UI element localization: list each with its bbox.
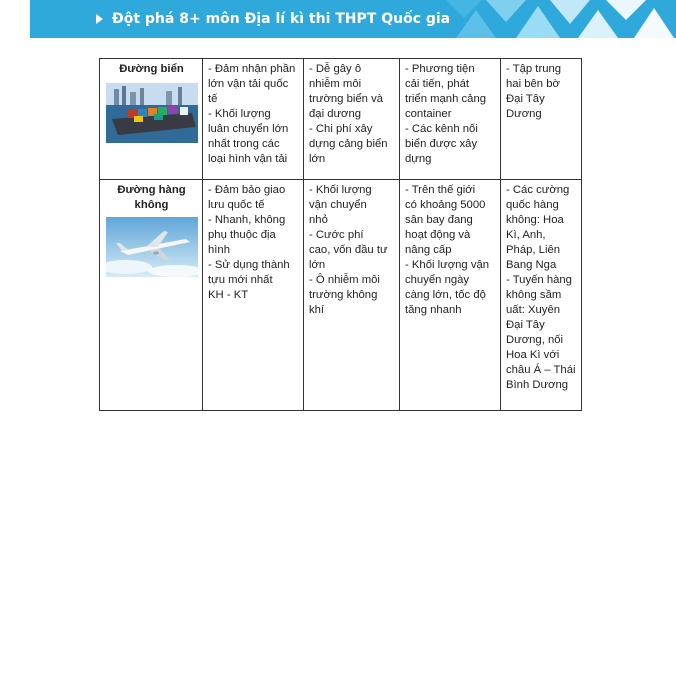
cell-text: Bình Dương — [506, 379, 569, 391]
cell-text: châu Á – Thái — [506, 364, 576, 376]
cell-text: nhỏ — [309, 214, 328, 226]
cell-text: - Khối lượng — [309, 184, 372, 196]
cell-text: lớn — [309, 153, 326, 165]
cell-text: chuyển ngày — [405, 274, 470, 286]
cell-text: Bang Nga — [506, 259, 557, 271]
cell-text: - Đảm nhận phần — [208, 63, 296, 75]
cell-text: không: Hoa — [506, 214, 564, 226]
cargo-ship-image — [106, 83, 198, 143]
cell-text: - Tuyến hàng — [506, 274, 572, 286]
cell-text: sân bay đang — [405, 214, 473, 226]
cell-text: Dương, nối — [506, 334, 564, 346]
cell — [304, 180, 400, 411]
cell-text: Kì, Anh, — [506, 229, 546, 241]
cell-text: - Phương tiện — [405, 63, 475, 75]
cell-text: có khoảng 5000 — [405, 199, 486, 211]
play-arrow-icon — [96, 14, 103, 24]
cell-text: - Ô nhiễm môi — [309, 274, 380, 286]
cell-text: triển mạnh cảng — [405, 93, 487, 105]
cell-text: hình — [208, 244, 230, 256]
cell-text: nhất trong các — [208, 138, 280, 150]
table-row — [100, 180, 582, 411]
cell-text: Hoa Kì với — [506, 349, 560, 361]
row-label: không — [134, 199, 169, 211]
row-label-cell — [100, 180, 203, 411]
cell-text: biển được xây — [405, 138, 478, 150]
row-label: Đường biển — [119, 63, 184, 75]
cell-text: đại dương — [309, 108, 362, 120]
cell — [203, 180, 304, 411]
page-header — [30, 0, 676, 38]
table-row — [100, 59, 582, 180]
cell-text: quốc hàng — [506, 199, 559, 211]
cell-text: container — [405, 108, 452, 120]
cell-text: càng lớn, tốc độ — [405, 289, 486, 301]
cell-text: cao, vốn đầu tư — [309, 244, 388, 256]
cell-text: hai bên bờ — [506, 78, 560, 90]
cell-text: tựu mới nhất — [208, 274, 273, 286]
cell-text: lớn — [309, 259, 326, 271]
cell-text: Đại Tây — [506, 319, 545, 331]
cell-text: KH - KT — [208, 289, 249, 301]
row-label: Đường hàng — [117, 184, 186, 196]
cell-text: - Các kênh nối — [405, 123, 478, 135]
cell-text: không sầm — [506, 289, 562, 301]
cell-text: - Đảm bảo giao — [208, 184, 286, 196]
cell-text: - Dễ gây ô — [309, 63, 362, 75]
cell-text: lưu quốc tế — [208, 199, 265, 211]
row-label-cell — [100, 59, 203, 180]
cell — [304, 59, 400, 180]
cell-text: - Trên thế giới — [405, 184, 476, 196]
cell — [501, 180, 582, 411]
cell — [203, 59, 304, 180]
header-title: Đột phá 8+ môn Địa lí kì thi THPT Quốc gia — [112, 11, 451, 27]
cell-text: Pháp, Liên — [506, 244, 561, 256]
cell-text: dựng cảng biển — [309, 138, 388, 150]
cell-text: - Khối lượng vận — [405, 259, 490, 271]
cell — [400, 180, 501, 411]
cell-text: - Khối lượng — [208, 108, 271, 120]
cell-text: - Nhanh, không — [208, 214, 286, 226]
cell — [400, 59, 501, 180]
cell-text: - Các cường — [506, 184, 570, 196]
cell-text: uất: Xuyên — [506, 304, 561, 316]
cell-text: Đại Tây — [506, 93, 545, 105]
cell-text: luân chuyển lớn — [208, 123, 289, 135]
cell-text: nhiễm môi — [309, 78, 362, 90]
transport-table — [99, 58, 582, 411]
cell-text: trường không — [309, 289, 378, 301]
cell-text: trường biển và — [309, 93, 384, 105]
cell — [501, 59, 582, 180]
cell-text: phụ thuộc địa — [208, 229, 276, 241]
cell-text: vận chuyển — [309, 199, 367, 211]
cell-text: dựng — [405, 153, 432, 165]
cell-text: Dương — [506, 108, 542, 120]
triangle-pattern-decoration — [446, 0, 676, 38]
cell-text: tăng nhanh — [405, 304, 462, 316]
cell-text: - Tập trung — [506, 63, 562, 75]
cell-text: cải tiến, phát — [405, 78, 470, 90]
cell-text: - Sử dụng thành — [208, 259, 290, 271]
cell-text: - Cước phí — [309, 229, 364, 241]
cell-text: khí — [309, 304, 325, 316]
cell-text: lớn vận tải quốc tế — [208, 78, 289, 105]
cell-text: loại hình vận tải — [208, 153, 288, 165]
airplane-image — [106, 217, 198, 277]
cell-text: - Chi phí xây — [309, 123, 373, 135]
cell-text: nâng cấp — [405, 244, 452, 256]
cell-text: hoạt động và — [405, 229, 471, 241]
